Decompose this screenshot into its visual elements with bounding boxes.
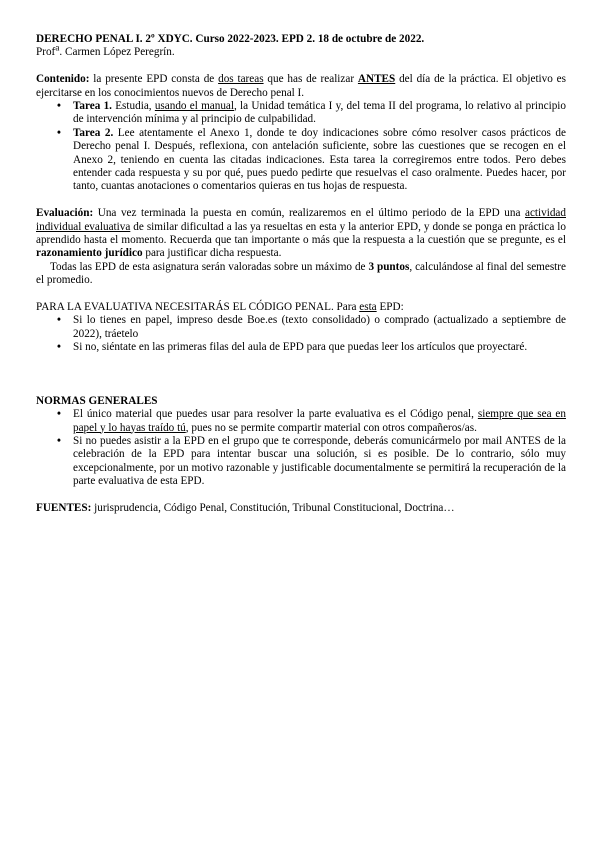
- evaluacion-promedio-paragraph: Todas las EPD de esta asignatura serán valoradas sobre un máximo de 3 puntos, calculándose al final del semestre el promedio.: [36, 260, 566, 287]
- evaluativa-item-2: • Si no, siéntate en las primeras filas del aula de EPD para que puedas leer los artículos que proyectaré.: [36, 341, 566, 354]
- spacer: [36, 60, 566, 73]
- normas-item-1: • El único material que puedes usar para resolver la parte evaluativa es el Código penal, siempre que sea en papel y lo hayas traído tú, pues no se permite compartir material con otros compañeros/as.: [36, 408, 566, 435]
- spacer-large: [36, 355, 566, 395]
- normas-item-2: • Si no puedes asistir a la EPD en el grupo que te corresponde, deberás comunicármelo por mail ANTES de la celebración de la EPD para intentar buscar una solución, si es posible. De lo contrario, sólo muy excepcionalmente, por un motivo razonable y justificable documentalmente se permitirá la recuperación de la parte evaluativa de esta EPD.: [36, 435, 566, 489]
- evaluacion-paragraph: Evaluación: Una vez terminada la puesta en común, realizaremos en el último periodo de la EPD una actividad individual evaluativa de similar dificultad a las ya resueltas en esta y la anterior EPD, y donde se ponga en práctica lo aprendido hasta el momento. Recuerda que tan importante o más que la respuesta a la cuestión que se pregunte, es el razonamiento jurídico para justificar dicha respuesta.: [36, 207, 566, 260]
- spacer: [36, 194, 566, 207]
- normas-list: [36, 408, 566, 488]
- evaluativa-list: [36, 314, 566, 354]
- normas-heading: NORMAS GENERALES: [36, 394, 158, 407]
- document-title: DERECHO PENAL I. 2º XDYC. Curso 2022-2023. EPD 2. 18 de octubre de 2022.: [36, 33, 425, 45]
- spacer: [36, 288, 566, 301]
- evaluativa-item-1: • Si lo tienes en papel, impreso desde Boe.es (texto consolidado) o comprado (actualizado a septiembre de 2022), tráetelo: [36, 314, 566, 341]
- task-1-item: • Tarea 1. Estudia, usando el manual, la Unidad temática I y, del tema II del programa, lo relativo al principio de intervención mínima y al principio de culpabilidad.: [36, 100, 566, 127]
- task-2-item: • Tarea 2. Lee atentamente el Anexo 1, donde te doy indicaciones sobre cómo resolver casos prácticos de Derecho penal I. Después, reflexiona, con antelación suficiente, sobre las cuestiones que se recogen en el Anexo 2, teniendo en cuenta las citadas indicaciones. Esta tarea la corregiremos entre todos. Pero debes entender cada respuesta y su por qué, pues puedo pedirte que resuelvas el caso oralmente. Puedes hacer, por tanto, cuantas anotaciones o comentarios quieras en tus hojas de respuesta.: [36, 127, 566, 194]
- contenido-task-list: [36, 100, 566, 194]
- contenido-paragraph: Contenido: la presente EPD consta de dos tareas que has de realizar ANTES del día de la práctica. El objetivo es ejercitarse en los conocimientos nuevos de Derecho penal I.: [36, 73, 567, 99]
- professor-line: Prof$^a$. Carmen López Peregrín.: [36, 43, 175, 59]
- spacer: [36, 489, 566, 502]
- fuentes-paragraph: FUENTES: jurisprudencia, Código Penal, Constitución, Tribunal Constitucional, Doctrina…: [36, 501, 455, 514]
- evaluativa-heading: PARA LA EVALUATIVA NECESITARÁS EL CÓDIGO PENAL. Para esta EPD:: [36, 301, 404, 314]
